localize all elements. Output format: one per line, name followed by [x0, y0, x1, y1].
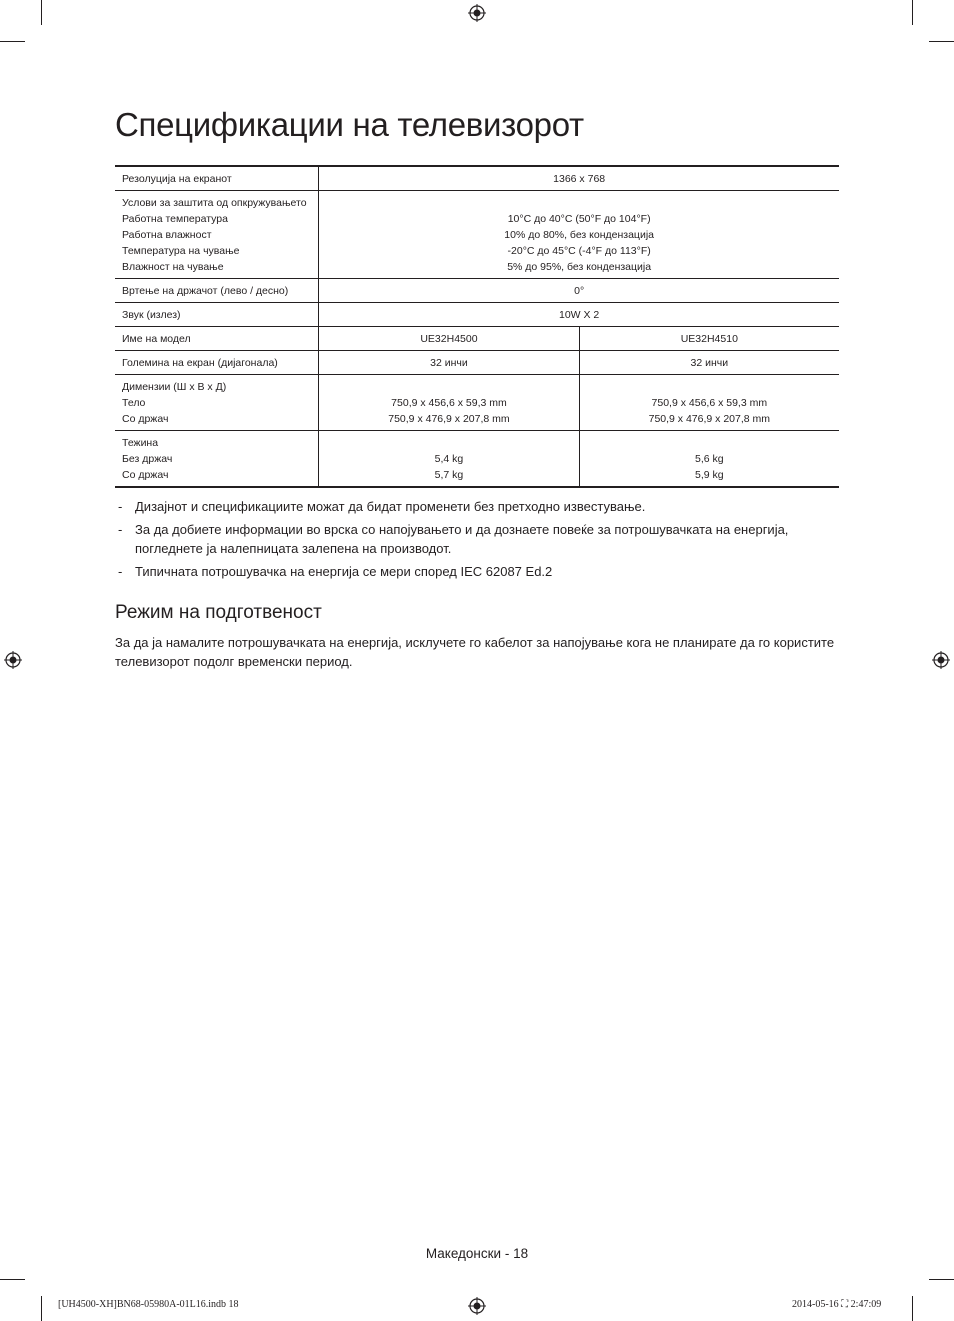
crop-mark	[0, 41, 25, 42]
cell-line: 32 инчи	[690, 357, 729, 369]
cell-line: 5% до 95%, без кондензација	[507, 261, 652, 273]
cell-line: Димензии (Ш x В x Д)	[122, 381, 227, 393]
spec-value	[319, 191, 839, 279]
note-text: Типичната потрошувачка на енергија се мери според IEC 62087 Ed.2	[135, 564, 553, 579]
table-row	[115, 327, 839, 351]
cell-line: Работна влажност	[122, 229, 212, 241]
crop-mark	[929, 1279, 954, 1280]
cell-line: Звук (излез)	[122, 309, 181, 321]
cell-line: 1366 x 768	[553, 173, 606, 185]
crop-mark	[912, 1296, 913, 1321]
cell-line: 750,9 x 456,6 x 59,3 mm	[391, 397, 507, 409]
spec-label	[115, 327, 319, 351]
cell-line: Со држач	[122, 469, 169, 481]
cell-line: Тежина	[122, 437, 159, 449]
cell-line: UE32H4510	[680, 333, 738, 345]
standby-heading: Режим на подготвеност	[115, 602, 322, 623]
cell-line: 5,7 kg	[434, 469, 464, 481]
crop-mark	[41, 1296, 42, 1321]
table-row	[115, 303, 839, 327]
cell-line: 750,9 x 476,9 x 207,8 mm	[648, 413, 771, 425]
cell-line: 32 инчи	[430, 357, 468, 369]
bullet-dash: -	[118, 522, 123, 537]
cell-line: Вртење на држачот (лево / десно)	[122, 285, 289, 297]
print-slug-date: 2014-05-16 ⛶ 2:47:09	[792, 1299, 882, 1310]
spec-label	[115, 431, 319, 488]
cell-line: UE32H4500	[420, 333, 478, 345]
cell-line: 10°C до 40°C (50°F до 104°F)	[507, 213, 651, 225]
spec-value-model-1	[319, 375, 579, 431]
spec-label	[115, 303, 319, 327]
registration-mark-icon	[468, 1297, 486, 1315]
spec-value	[319, 303, 839, 327]
bullet-dash: -	[118, 564, 123, 579]
cell-line: 5,4 kg	[434, 453, 464, 465]
spec-label	[115, 375, 319, 431]
crop-mark	[41, 0, 42, 25]
cell-line: Резолуција на екранот	[122, 173, 232, 185]
cell-line: 5,6 kg	[695, 453, 724, 465]
cell-line: 10W X 2	[559, 309, 600, 321]
table-row	[115, 279, 839, 303]
cell-line: Температура на чување	[122, 245, 240, 257]
cell-line: Големина на екран (дијагонала)	[122, 357, 278, 369]
page-title: Спецификации на телевизорот	[115, 106, 584, 143]
table-row	[115, 375, 839, 431]
bullet-dash: -	[118, 499, 123, 514]
crop-mark	[929, 41, 954, 42]
cell-line: -20°C до 45°C (-4°F до 113°F)	[507, 245, 651, 257]
spec-label	[115, 191, 319, 279]
crop-mark	[0, 1279, 25, 1280]
table-row	[115, 431, 839, 488]
cell-line: 750,9 x 456,6 x 59,3 mm	[651, 397, 768, 409]
standby-paragraph: За да ја намалите потрошувачката на енергија, исклучете го кабелот за напојување кога не планирате да го користите телевизорот подолг временски период.	[115, 635, 835, 669]
table-row	[115, 191, 839, 279]
spec-value-model-2	[579, 375, 839, 431]
note-text: Дизајнот и спецификациите можат да бидат променети без претходно известување.	[135, 499, 646, 514]
print-slug-file: [UH4500-XH]BN68-05980A-01L16.indb 18	[58, 1299, 239, 1310]
cell-line: Со држач	[122, 413, 169, 425]
cell-line: Влажност на чување	[122, 261, 224, 273]
cell-line: Без држач	[122, 453, 173, 465]
cell-line: Име на модел	[122, 333, 191, 345]
page-number: Македонски - 18	[425, 1246, 529, 1261]
cell-line: 750,9 x 476,9 x 207,8 mm	[388, 413, 510, 425]
spec-value-model-1	[319, 351, 579, 375]
cell-line: 10% до 80%, без кондензација	[504, 229, 654, 241]
spec-value-model-1	[319, 431, 579, 488]
cell-line: Работна температура	[122, 213, 228, 225]
spec-value-model-2	[579, 431, 839, 488]
cell-line: Услови за заштита од опкружувањето	[122, 197, 307, 209]
registration-mark-icon	[932, 651, 950, 669]
spec-value-model-1	[319, 327, 579, 351]
table-row	[115, 166, 839, 191]
spec-value	[319, 279, 839, 303]
table-row	[115, 351, 839, 375]
cell-line: 5,9 kg	[695, 469, 724, 481]
list-item	[115, 497, 839, 516]
registration-mark-icon	[468, 4, 486, 22]
spec-label	[115, 166, 319, 191]
cell-line: 0°	[574, 285, 585, 297]
spec-label	[115, 351, 319, 375]
cell-line: Тело	[122, 397, 146, 409]
list-item	[115, 520, 839, 558]
notes-list	[115, 497, 839, 585]
list-item	[115, 562, 839, 581]
note-text: За да добиете информации во врска со напојувањето и да дознаете повеќе за потрошувачката на енергија, погледнете ја налепницата залепена на производот.	[135, 522, 789, 556]
registration-mark-icon	[4, 651, 22, 669]
crop-mark	[912, 0, 913, 25]
spec-value	[319, 166, 839, 191]
spec-value-model-2	[579, 351, 839, 375]
spec-table	[115, 165, 839, 488]
spec-label	[115, 279, 319, 303]
spec-value-model-2	[579, 327, 839, 351]
